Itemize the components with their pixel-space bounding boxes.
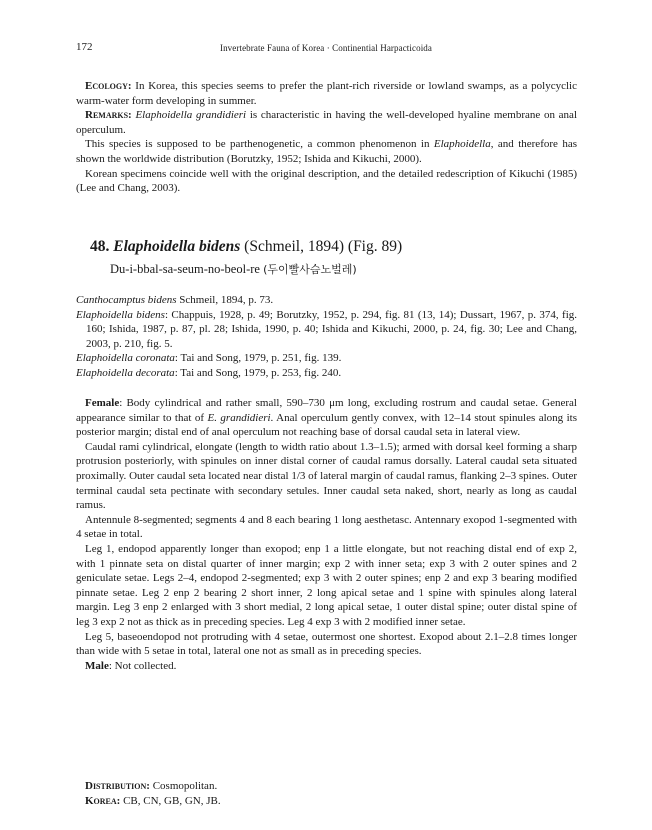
parthenogenesis-paragraph <box>76 137 577 166</box>
korean-specimens-paragraph: Korean specimens coincide well with the original description, and the detailed redescription of Kikuchi (1985) (Lee and Chang, 2003). <box>76 167 577 195</box>
synonym-entry <box>76 293 577 308</box>
para3-genus: Elaphoidella <box>433 138 491 151</box>
male-text: : Not collected. <box>108 659 177 672</box>
synonym-name: Elaphoidella bidens <box>76 308 165 321</box>
ecology-label: Ecology: <box>85 80 132 92</box>
synonymy-list <box>76 293 577 381</box>
korean-name-hangul: (두이빨사슴노벌레) <box>263 263 357 276</box>
legs-paragraph: Leg 1, endopod apparently longer than exopod; enp 1 a little elongate, but not reaching distal end of exp 2, with 1 pinnate seta on distal quarter of inner margin; exp 2 with inner seta; exp 3 with 2 outer spines and 2 geniculate setae. Legs 2–4, endopod 2-segmented; exp 3 with 2 outer spines; enp 2 and exp 3 bearing modified pinnate setae. Leg 2 enp 2 bearing 2 short inner, 2 long apical setae and 1 spine with spinules along lateral margin. Leg 3 enp 2 enlarged with 3 short medial, 2 long apical setae, 1 outer distal spine; outer distal spine of leg 3 exp 2 not as thick as in preceding species. Leg 4 exp 3 with 2 modified inner setae. <box>76 542 577 628</box>
synonym-name: Elaphoidella coronata <box>76 352 175 365</box>
male-paragraph <box>76 659 577 674</box>
synonym-name: Canthocamptus bidens <box>76 294 177 306</box>
ecology-remarks-block <box>76 79 577 196</box>
synonym-entry <box>76 308 577 352</box>
korea-line <box>76 794 577 809</box>
distribution-text: Cosmopolitan. <box>149 780 218 792</box>
para3-text-b: , and therefore has shown the worldwide distribution (Borutzky, 1952; Ishida and Kikuchi, 2000). <box>76 138 577 165</box>
female-text-b: . Anal operculum gently convex, with 12–14 stout spinules along its posterior margin; distal end of anal operculum not reaching base of dorsal caudal seta in lateral view. <box>76 411 577 439</box>
ecology-text: In Korea, this species seems to prefer the plant-rich riverside or lowland swamps, as a polycyclic warm-water form developing in summer. <box>76 80 577 107</box>
male-label: Male <box>85 659 109 672</box>
species-author: (Schmeil, 1894) (Fig. 89) <box>244 238 403 255</box>
distribution-label: Distribution: <box>85 780 150 792</box>
distribution-line <box>76 779 577 794</box>
page-number: 172 <box>76 41 93 53</box>
species-heading <box>90 240 402 255</box>
remarks-species: Elaphoidella grandidieri <box>135 109 247 122</box>
female-species: E. grandidieri <box>207 411 271 424</box>
species-name: Elaphoidella bidens <box>113 238 241 255</box>
remarks-paragraph <box>76 108 577 137</box>
description-block <box>76 396 577 673</box>
korean-name <box>110 262 357 278</box>
female-text-a: : Body cylindrical and rather small, 590–730 μm long, excluding rostrum and caudal setae. General appearance similar to that of <box>76 397 577 424</box>
synonym-name: Elaphoidella decorata <box>76 366 175 379</box>
synonym-entry <box>76 366 577 381</box>
ecology-paragraph <box>76 79 577 108</box>
korean-name-roman: Du-i-bbal-sa-seum-no-beol-re <box>110 262 260 276</box>
caudal-rami-paragraph: Caudal rami cylindrical, elongate (length to width ratio about 1.3–1.5); armed with dorsal keel forming a sharp protrusion posteriorly, with spinules on inner distal corner of caudal ramus dorsally. Lateral caudal seta situated proximally. Outer caudal seta located near distal 1/3 of lateral margin of caudal ramus, flanking 2–3 spines. Outer terminal caudal seta pectinate with secondary setules. Inner caudal seta naked, short, nearly as long as caudal ramus. <box>76 440 577 512</box>
female-label: Female <box>85 397 120 409</box>
remarks-text: is characteristic in having the well-developed hyaline membrane on anal operculum. <box>76 109 577 136</box>
para3-text-a: This species is supposed to be parthenogenetic, a common phenomenon in <box>85 138 434 151</box>
species-number: 48. <box>90 238 110 255</box>
synonym-ref: : Chappuis, 1928, p. 49; Borutzky, 1952, p. 294, fig. 81 (13, 14); Dussart, 1967, p. 374, fig. 160; Ishida, 1987, p. 87, pl. 28; Ishida, 1990, p. 40; Ishida and Kikuchi, 2000, p. 24, fig. 30; Lee and Chang, 2003, p. 210, fig. 5. <box>86 308 578 350</box>
remarks-label: Remarks: <box>85 109 132 122</box>
korea-text: CB, CN, GB, GN, JB. <box>120 794 221 807</box>
synonym-ref: : Tai and Song, 1979, p. 253, fig. 240. <box>174 366 342 379</box>
synonym-ref: Schmeil, 1894, p. 73. <box>176 294 274 306</box>
korea-label: Korea: <box>85 794 121 807</box>
female-paragraph <box>76 396 577 440</box>
synonym-ref: : Tai and Song, 1979, p. 251, fig. 139. <box>174 352 342 365</box>
antennule-paragraph: Antennule 8-segmented; segments 4 and 8 each bearing 1 long aesthetasc. Antennary exopod 1-segmented with 4 setae in total. <box>76 513 577 541</box>
distribution-block <box>76 779 577 808</box>
synonym-entry <box>76 351 577 366</box>
running-title: Invertebrate Fauna of Korea · Continential Harpacticoida <box>219 43 432 53</box>
running-header <box>76 40 576 56</box>
leg5-paragraph: Leg 5, baseoendopod not protruding with 4 setae, outermost one shortest. Exopod about 2.1–2.8 times longer than wide with 5 setae in total, lateral one not as small as in preceding species. <box>76 630 577 658</box>
